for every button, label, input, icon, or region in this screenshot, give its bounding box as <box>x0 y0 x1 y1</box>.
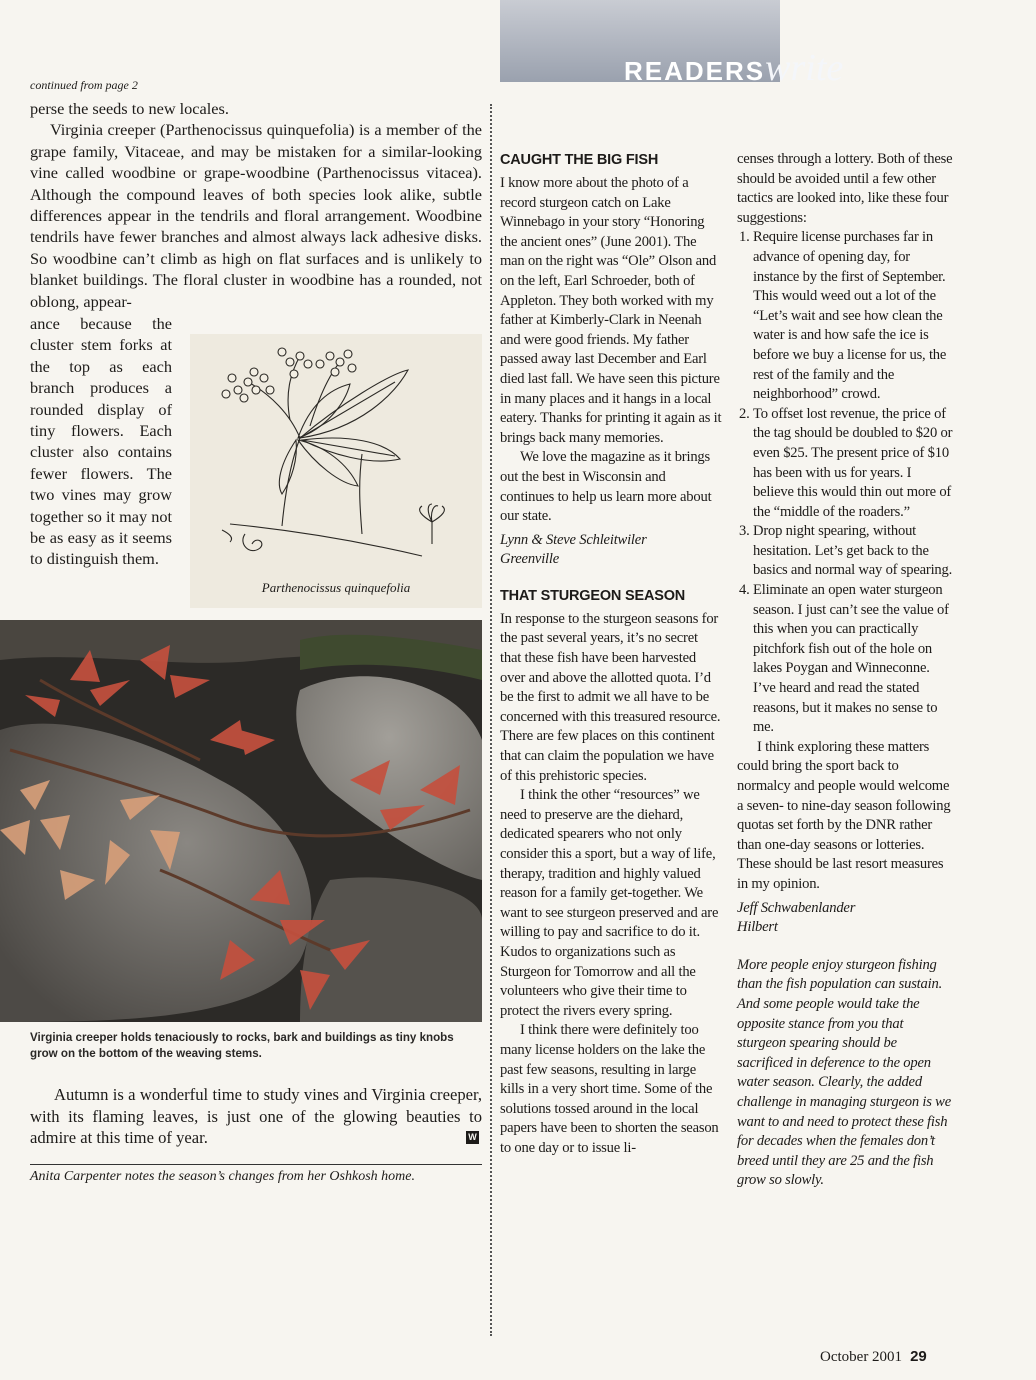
letter-signature-place: Hilbert <box>737 919 778 936</box>
section-title-write: write <box>765 47 844 89</box>
list-item: 4. Eliminate an open water sturgeon season. I just can’t see the value of this when you can practically pitchfork fish out of the hole on lakes Poygan and Winneconne. I’ve heard and read the stated reasons, but it makes no sense to me. <box>753 581 955 738</box>
vine-drawing <box>190 334 482 584</box>
letter-paragraph: I know more about the photo of a record sturgeon catch on Lake Winnebago in your story “Honoring the ancient ones” (June 2001). The man on the right was “Ole” Olson and on the left, Earl Schroeder, both of Appleton. They both worked with my father at Kimberly-Clark in Neenah and were good friends. My father passed away last December and Earl died last fall. We have seen this picture in many places and it hangs in a local eatery. Thanks for printing it again as it brings back many memories. <box>500 175 722 446</box>
letter-heading: THAT STURGEON SEASON <box>500 587 686 604</box>
letter-paragraph: In response to the sturgeon seasons for the past several years, it’s no secret that these fish have been harvested over and above the allotted quota. I’d be the first to admit we all have to be concerned with this treasured resource. There are few places on this continent that can claim the population we have of this prehistoric species. <box>500 610 721 784</box>
divider <box>30 1164 482 1165</box>
letter-signature-name: Jeff Schwabenlander <box>737 899 856 916</box>
end-mark-logo: W <box>466 1131 479 1144</box>
list-item: 2. To offset lost revenue, the price of the tag should be doubled to $20 or even $25. The present price of $10 has been with us for years. I believe this would thin out more of the “middle of the roaders.” <box>753 405 955 523</box>
issue-date: October 2001 <box>820 1349 903 1365</box>
continued-note: continued from page 2 <box>30 78 138 92</box>
letter-signature-place: Greenville <box>500 551 560 568</box>
letter-paragraph: I think the other “resources” we need to preserve are the diehard, dedicated spearers who not only consider this a sport, but a way of life, therapy, tradition and highly valued reason for a family get-together. We want to see sturgeon preserved and are willing to pay and sacrifice to do it. Kudos to organizations such as Sturgeon for Tomorrow and all the volunteers who give their time to protect the rivers every spring. <box>500 787 719 1019</box>
page-number: 29 <box>910 1348 927 1365</box>
article-closing-paragraph: Autumn is a wonderful time to study vines and Virginia creeper, with its flaming leaves, is just one of the glowing beauties to admire at this time of year. <box>30 1085 482 1148</box>
illustration-caption: Parthenocissus quinquefolia <box>261 580 411 595</box>
letters-column-2 <box>500 150 722 1159</box>
section-title <box>624 48 1024 88</box>
column-divider <box>490 104 492 1336</box>
page-footer <box>820 1348 927 1366</box>
editor-response: More people enjoy sturgeon fishing than the fish population can sustain. And some people would take the opposite stance from you that sturgeon spearing should be sacrificed in deference to the open water season. Clearly, the added challenge in managing sturgeon is we want to and need to protect these fish for decades when the females don’t breed until they are 25 and the fish grow so slowly. <box>737 956 951 1189</box>
suggestion-list <box>737 228 955 737</box>
author-note: Anita Carpenter notes the season’s changes from her Oshkosh home. <box>30 1169 415 1184</box>
article-paragraph: perse the seeds to new locales. <box>30 99 229 118</box>
photo-caption: Virginia creeper holds tenaciously to rocks, bark and buildings as tiny knobs grow on the bottom of the weaving stems. <box>30 1031 454 1060</box>
article-paragraph-narrow: ance because the cluster stem forks at the top as each branch produces a rounded display of tiny flowers. Each cluster also contains fewer flowers. The two vines may grow together so it may not be as easy as it seems to distinguish them. <box>30 314 172 569</box>
article-paragraph: Virginia creeper (Parthenocissus quinquefolia) is a member of the grape family, Vitaceae, and may be mistaken for a similar-looking vine called woodbine or grape-woodbine (Parthenocissus vitacea). Although the compound leaves of both species look alike, subtle differences appear in the tendrils and floral arrangement. Woodbine tendrils have fewer branches and almost always lack adhesive disks. So woodbine can’t climb as high on flat surfaces and is unlikely to blanket buildings. The floral cluster in woodbine has a rounded, not oblong, appear- <box>30 120 482 311</box>
letter-signature-name: Lynn & Steve Schleitwiler <box>500 531 647 548</box>
list-item: 1. Require license purchases far in advance of opening day, for instance by the first of September. This would weed out a lot of the “Let’s wait and see how clean the water is and how safe the ice is before we buy a license for us, the rest of the family and the neighborhood” crowd. <box>753 228 955 404</box>
section-title-readers: READERS <box>624 56 766 86</box>
virginia-creeper-photo <box>0 620 482 1022</box>
letters-column-3 <box>737 150 955 1191</box>
photo-rendering <box>0 620 482 1022</box>
letter-heading: CAUGHT THE BIG FISH <box>500 152 659 168</box>
letter-paragraph: I think there were definitely too many license holders on the lake the past few seasons, resulting in large kills in a very short time. Some of the solutions tossed around in the local papers have been to shorten the season to one day or to issue li- <box>500 1022 719 1156</box>
list-item: 3. Drop night spearing, without hesitation. Let’s get back to the basics and normal way of spearing. <box>753 522 955 581</box>
vine-illustration <box>190 334 482 608</box>
article-body-top <box>30 98 482 312</box>
letter-paragraph: censes through a lottery. Both of these should be avoided until a few other tactics are looked into, like these four suggestions: <box>737 151 953 226</box>
letter-paragraph: We love the magazine as it brings out the best in Wisconsin and continues to help us learn more about our state. <box>500 449 712 525</box>
letter-paragraph: I think exploring these matters could bring the sport back to normalcy and people would welcome a seven- to nine-day season following quotas set forth by the DNR rather than one-day seasons or lotteries. These should be last resort measures in my opinion. <box>737 738 951 892</box>
